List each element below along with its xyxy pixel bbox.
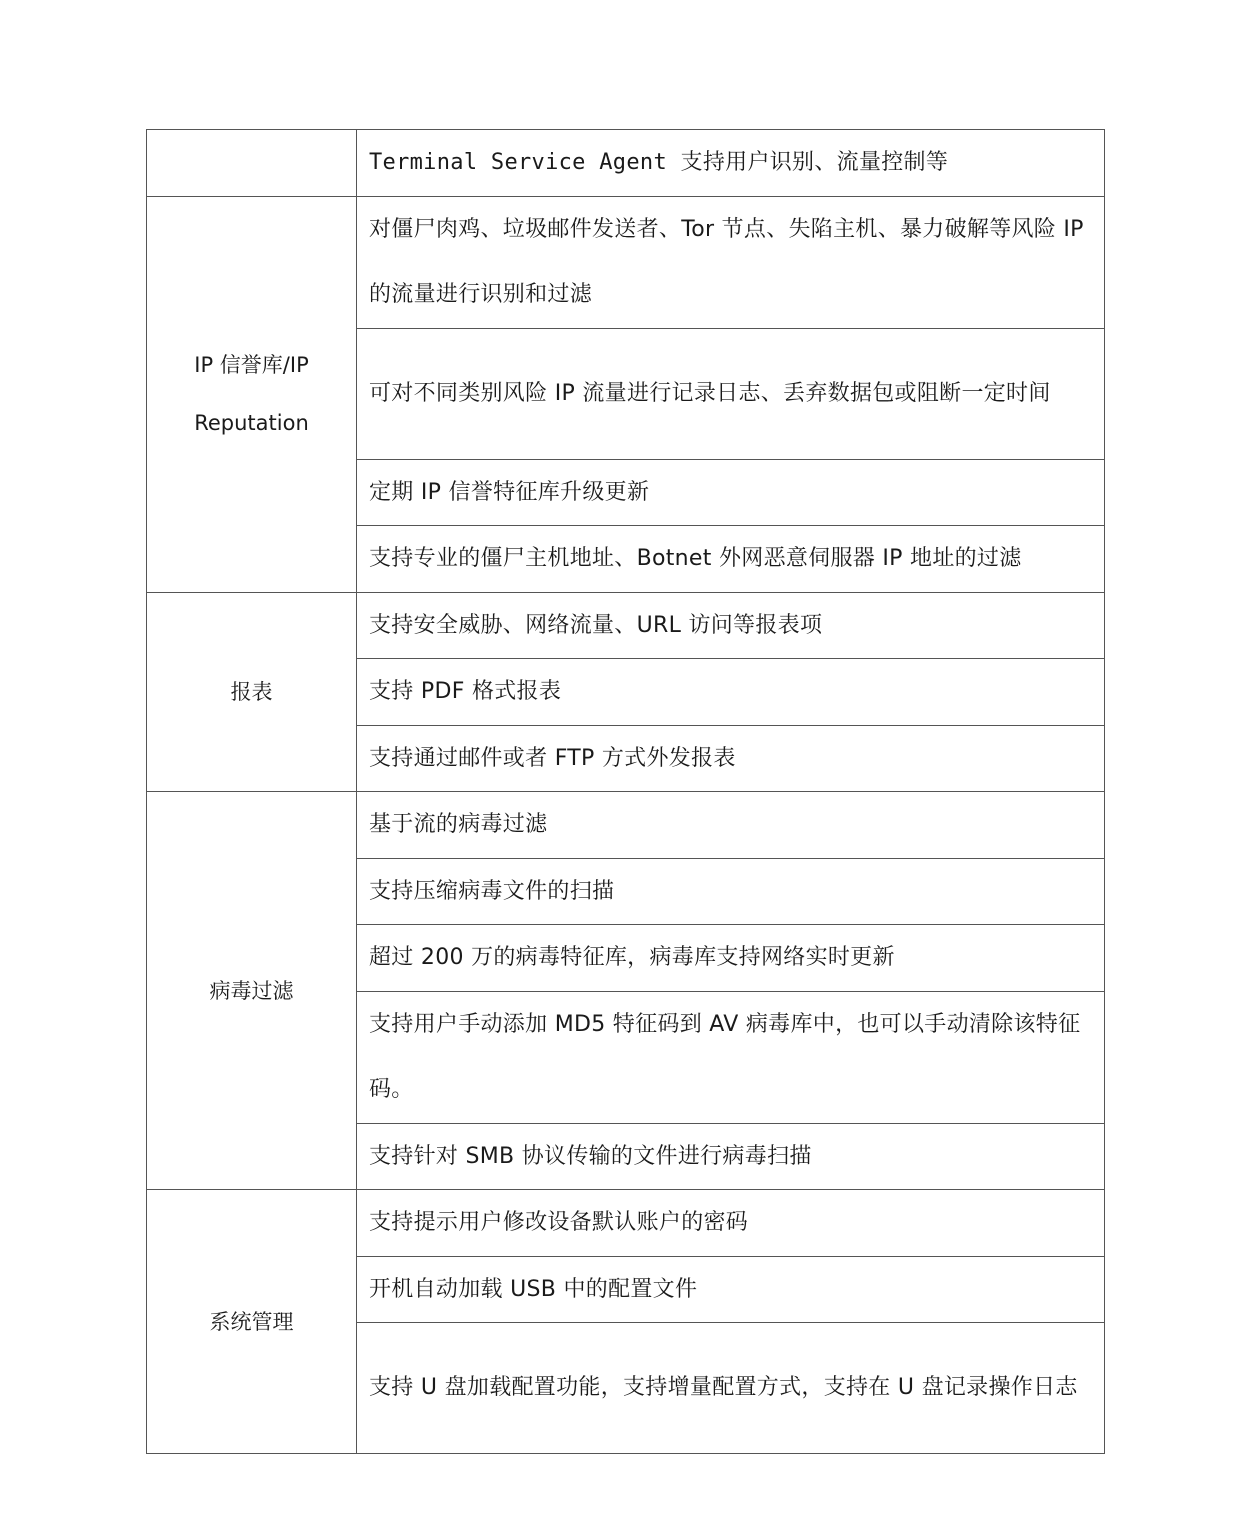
- table-row: [147, 196, 1105, 328]
- feature-cell: 定期 IP 信誉特征库升级更新: [357, 459, 1105, 526]
- category-cell-virus-filter: 病毒过滤: [147, 792, 357, 1190]
- feature-cell: 对僵尸肉鸡、垃圾邮件发送者、Tor 节点、失陷主机、暴力破解等风险 IP 的流量进行识别和过滤: [357, 196, 1105, 328]
- category-label-line1: IP 信誉库/IP: [194, 353, 309, 377]
- feature-cell: 支持压缩病毒文件的扫描: [357, 858, 1105, 925]
- feature-cell: 支持专业的僵尸主机地址、Botnet 外网恶意伺服器 IP 地址的过滤: [357, 526, 1105, 593]
- table-row: [147, 792, 1105, 859]
- table-row: [147, 130, 1105, 197]
- feature-cell: 支持用户手动添加 MD5 特征码到 AV 病毒库中，也可以手动清除该特征码。: [357, 991, 1105, 1123]
- feature-cell: 基于流的病毒过滤: [357, 792, 1105, 859]
- table-row: [147, 1190, 1105, 1257]
- feature-cell: Terminal Service Agent 支持用户识别、流量控制等: [357, 130, 1105, 197]
- feature-cell: 可对不同类别风险 IP 流量进行记录日志、丢弃数据包或阻断一定时间: [357, 328, 1105, 459]
- category-cell-reports: 报表: [147, 592, 357, 792]
- feature-cell: 支持 U 盘加载配置功能，支持增量配置方式，支持在 U 盘记录操作日志: [357, 1323, 1105, 1454]
- feature-cell: 超过 200 万的病毒特征库，病毒库支持网络实时更新: [357, 925, 1105, 992]
- category-cell-system-management: 系统管理: [147, 1190, 357, 1454]
- category-label-line2: Reputation: [194, 411, 309, 435]
- spec-table: [146, 129, 1105, 1454]
- feature-cell: 支持通过邮件或者 FTP 方式外发报表: [357, 725, 1105, 792]
- feature-cell: 支持 PDF 格式报表: [357, 659, 1105, 726]
- feature-cell: 支持针对 SMB 协议传输的文件进行病毒扫描: [357, 1123, 1105, 1190]
- category-cell-ip-reputation: [147, 196, 357, 592]
- feature-cell: 支持提示用户修改设备默认账户的密码: [357, 1190, 1105, 1257]
- category-cell: [147, 130, 357, 197]
- feature-cell: 开机自动加载 USB 中的配置文件: [357, 1256, 1105, 1323]
- table-row: [147, 592, 1105, 659]
- feature-cell: 支持安全威胁、网络流量、URL 访问等报表项: [357, 592, 1105, 659]
